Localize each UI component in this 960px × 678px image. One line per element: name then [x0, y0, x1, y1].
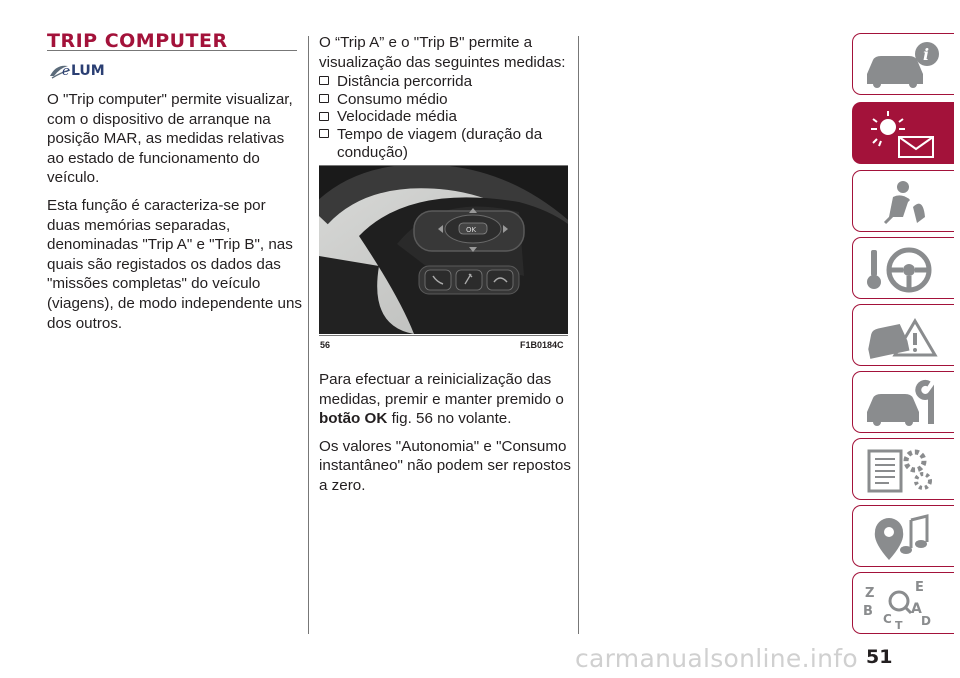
reset-paragraph: Para efectuar a reinicialização das medidas, premir e manter premido o botão OK fig. 56 no volante. — [319, 371, 564, 428]
svg-text:C: C — [883, 612, 892, 626]
column-divider-left — [308, 36, 309, 634]
ok-button-label: OK — [466, 226, 477, 234]
figure-number: 56 — [320, 340, 331, 350]
steering-key-icon — [863, 244, 943, 294]
non-resettable-paragraph: Os valores "Autonomia" e "Consumo instantâneo" não podem ser repostos a zero. — [319, 437, 571, 494]
svg-text:B: B — [863, 604, 873, 619]
figure-bottom-rule — [319, 335, 568, 336]
checkbox-bullet-icon — [319, 129, 329, 138]
section-title: TRIP COMPUTER — [47, 30, 228, 52]
music-nav-icon — [863, 512, 943, 562]
steering-wheel-photo — [319, 166, 568, 334]
svg-text:e: e — [62, 64, 70, 79]
svg-text:T: T — [895, 619, 903, 629]
tab-emergency[interactable] — [852, 304, 954, 366]
svg-text:LUM: LUM — [71, 63, 105, 79]
list-item: Tempo de viagem (duração da condução) — [319, 126, 572, 161]
dashboard-lights-icon — [863, 109, 943, 159]
tab-safety[interactable] — [852, 170, 954, 232]
svg-text:A: A — [911, 601, 922, 617]
ok-button-reference: botão OK — [319, 410, 388, 428]
intro-paragraph: O "Trip computer" permite visualizar, com o dispositivo de arranque na posição MAR, as medidas relativas ao estado de funcionamento do veículo. — [47, 91, 293, 187]
column-divider-right — [578, 36, 579, 634]
car-wrench-icon — [863, 378, 943, 428]
figure-code: F1B0184C — [520, 340, 564, 350]
checkbox-bullet-icon — [319, 112, 329, 121]
alphabet-index-icon — [863, 579, 943, 629]
tab-index[interactable] — [852, 572, 954, 634]
tab-starting-driving[interactable] — [852, 237, 954, 299]
tab-technical-data[interactable] — [852, 438, 954, 500]
car-warning-icon — [863, 311, 943, 361]
svg-text:Z: Z — [865, 586, 875, 601]
list-item: Consumo médio — [319, 91, 572, 109]
checkbox-bullet-icon — [319, 76, 329, 85]
svg-text:D: D — [921, 614, 931, 628]
page-number: 51 — [866, 646, 893, 668]
svg-text:E: E — [915, 580, 924, 595]
tab-multimedia[interactable] — [852, 505, 954, 567]
measures-intro: O “Trip A” e o "Trip B" permite a visualização das seguintes medidas: — [319, 34, 566, 71]
watermark: carmanualsonline.info — [575, 644, 858, 673]
list-item: Distância percorrida — [319, 73, 572, 91]
checkbox-bullet-icon — [319, 94, 329, 103]
tab-dashboard-lights[interactable] — [852, 102, 954, 164]
car-info-icon — [863, 40, 943, 90]
seat-safety-icon — [863, 177, 943, 227]
list-item: Velocidade média — [319, 108, 572, 126]
memories-paragraph: Esta função é caracteriza-se por duas memórias separadas, denominadas "Trip A" e "Trip B", nas quais são registados os dados das "missões completas" do veículo (viagens), de modo independente uns dos outros. — [47, 196, 302, 332]
title-divider — [47, 50, 297, 51]
tab-car-info[interactable] — [852, 33, 954, 95]
eco-lum-icon — [48, 58, 106, 80]
specs-gear-icon — [863, 445, 943, 495]
svg-text:i: i — [923, 45, 930, 64]
tab-maintenance[interactable] — [852, 371, 954, 433]
